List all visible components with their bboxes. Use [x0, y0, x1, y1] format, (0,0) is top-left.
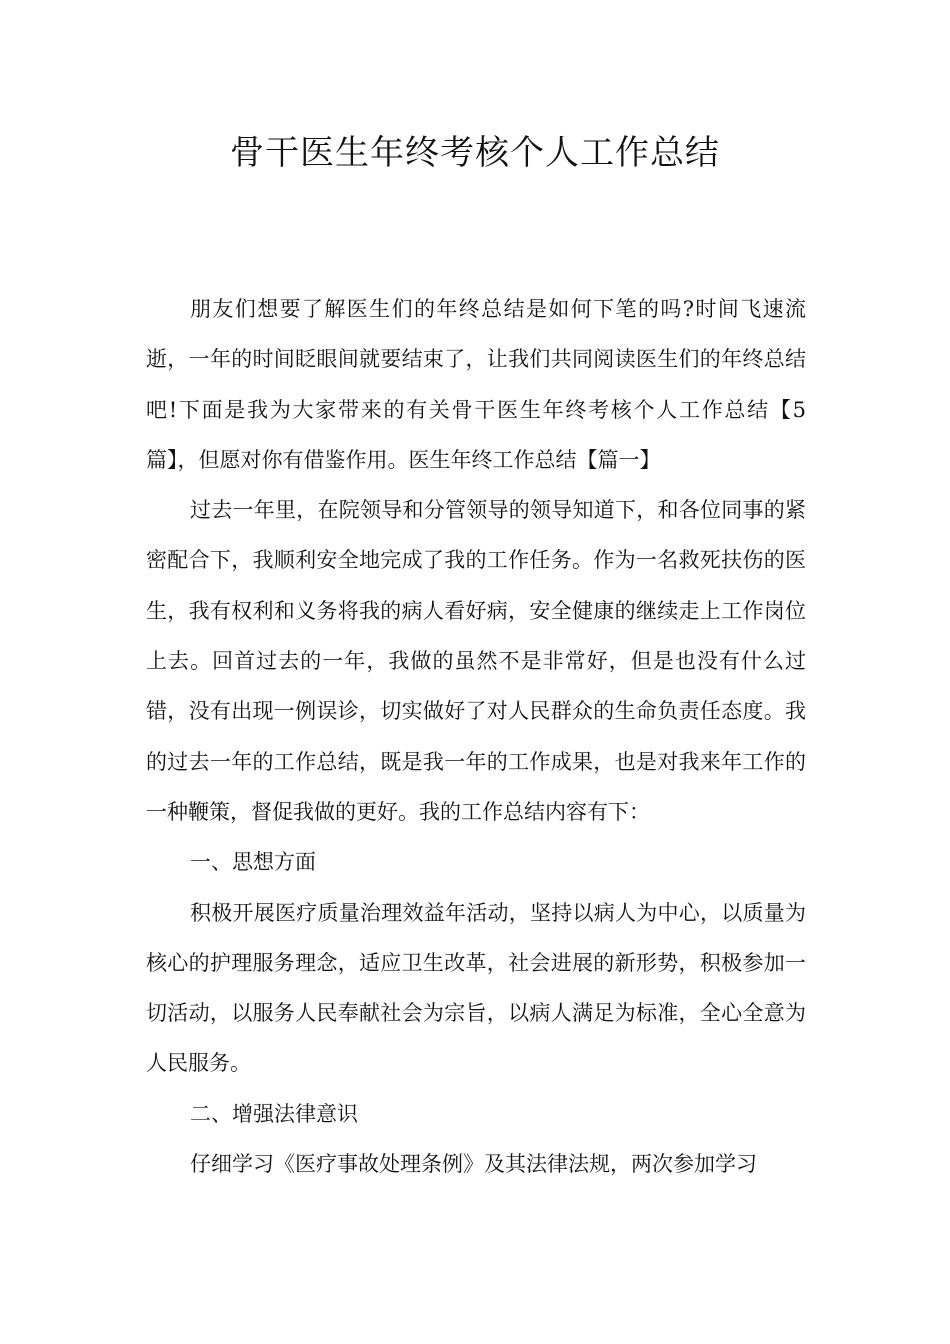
document-title: 骨干医生年终考核个人工作总结 — [230, 133, 720, 173]
paragraph-intro: 朋友们想要了解医生们的年终总结是如何下笔的吗?时间飞速流逝，一年的时间眨眼间就要结束了，让我们共同阅读医生们的年终总结吧!下面是我为大家带来的有关骨干医生年终考核个人工作总结【5篇】，但愿对你有借鉴作用。医生年终工作总结【篇一】 — [146, 297, 806, 472]
section-heading-thought: 一、思想方面 — [190, 850, 316, 875]
paragraph-law: 仔细学习《医疗事故处理条例》及其法律法规，两次参加学习 — [190, 1152, 757, 1177]
paragraph-summary: 过去一年里，在院领导和分管领导的领导知道下，和各位同事的紧密配合下，我顺利安全地完成了我的工作任务。作为一名救死扶伤的医生，我有权利和义务将我的病人看好病，安全健康的继续走上工作岗位上去。回首过去的一年，我做的虽然不是非常好，但是也没有什么过错，没有出现一例误诊，切实做好了对人民群众的生命负责任态度。我的过去一年的工作总结，既是我一年的工作成果，也是对我来年工作的一种鞭策，督促我做的更好。我的工作总结内容有下： — [146, 498, 806, 824]
paragraph-thought: 积极开展医疗质量治理效益年活动，坚持以病人为中心，以质量为核心的护理服务理念，适应卫生改革，社会进展的新形势，积极参加一切活动，以服务人民奉献社会为宗旨，以病人满足为标准，全心全意为人民服务。 — [146, 900, 806, 1076]
document-body — [146, 284, 806, 1189]
section-heading-law: 二、增强法律意识 — [190, 1101, 358, 1126]
